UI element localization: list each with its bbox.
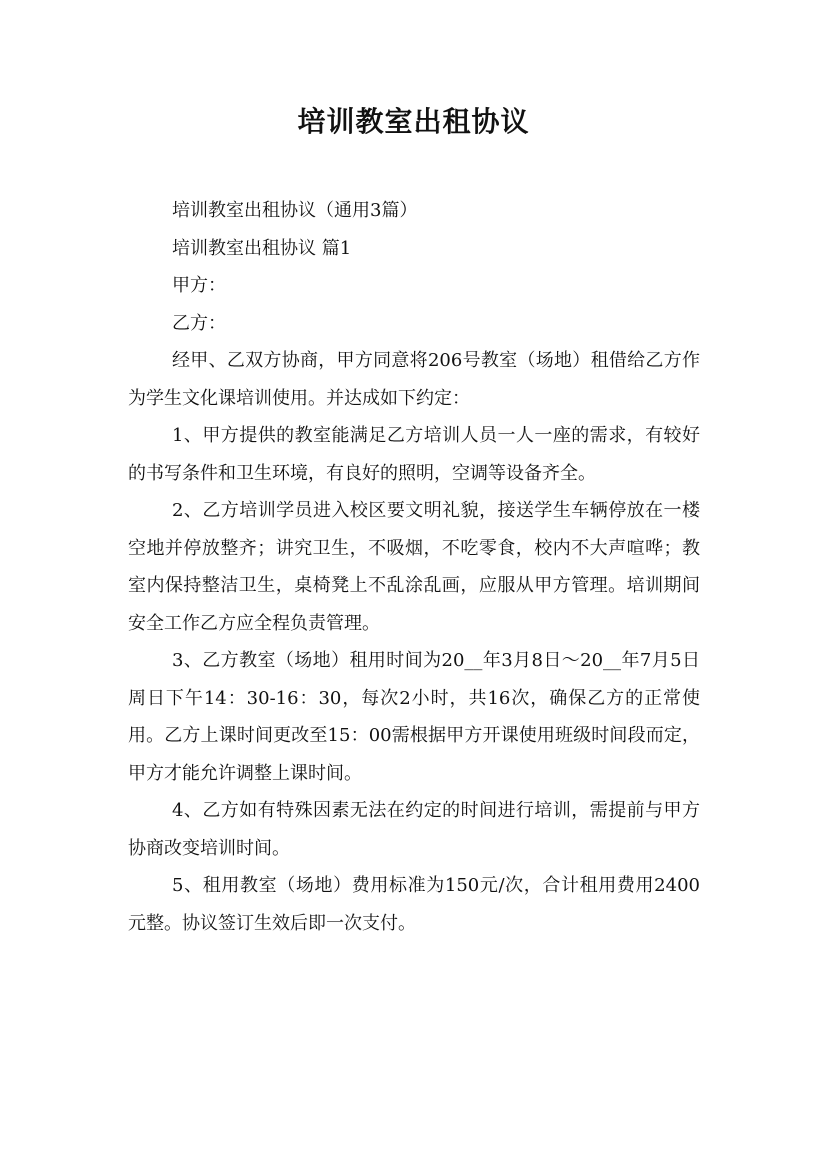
paragraph-clause-1: 1、甲方提供的教室能满足乙方培训人员一人一座的需求，有较好的书写条件和卫生环境，有良好的照明，空调等设备齐全。 (128, 425, 700, 484)
paragraph-subtitle: 培训教室出租协议（通用3篇） (172, 200, 418, 221)
paragraph-party-a: 甲方： (172, 275, 226, 296)
document-body (128, 192, 700, 942)
paragraph-clause-2: 2、乙方培训学员进入校区要文明礼貌，接送学生车辆停放在一楼空地并停放整齐；讲究卫生，不吸烟，不吃零食，校内不大声喧哗；教室内保持整洁卫生，桌椅凳上不乱涂乱画，应服从甲方管理。培训期间安全工作乙方应全程负责管理。 (128, 500, 700, 634)
paragraph-clause-5: 5、租用教室（场地）费用标准为150元/次，合计租用费用2400元整。协议签订生效后即一次支付。 (128, 875, 700, 934)
paragraph-intro: 经甲、乙双方协商，甲方同意将206号教室（场地）租借给乙方作为学生文化课培训使用。并达成如下约定： (128, 350, 700, 409)
document-title: 培训教室出租协议 (297, 105, 530, 138)
paragraph-section-heading: 培训教室出租协议 篇1 (172, 237, 352, 259)
paragraph-clause-3: 3、乙方教室（场地）租用时间为20__年3月8日～20__年7月5日周日下午14：30-16：30，每次2小时，共16次，确保乙方的正常使用。乙方上课时间更改至15：00需根据甲方开课使用班级时间段而定，甲方才能允许调整上课时间。 (128, 650, 700, 784)
paragraph-party-b: 乙方： (172, 312, 226, 334)
paragraph-clause-4: 4、乙方如有特殊因素无法在约定的时间进行培训，需提前与甲方协商改变培训时间。 (128, 800, 700, 859)
